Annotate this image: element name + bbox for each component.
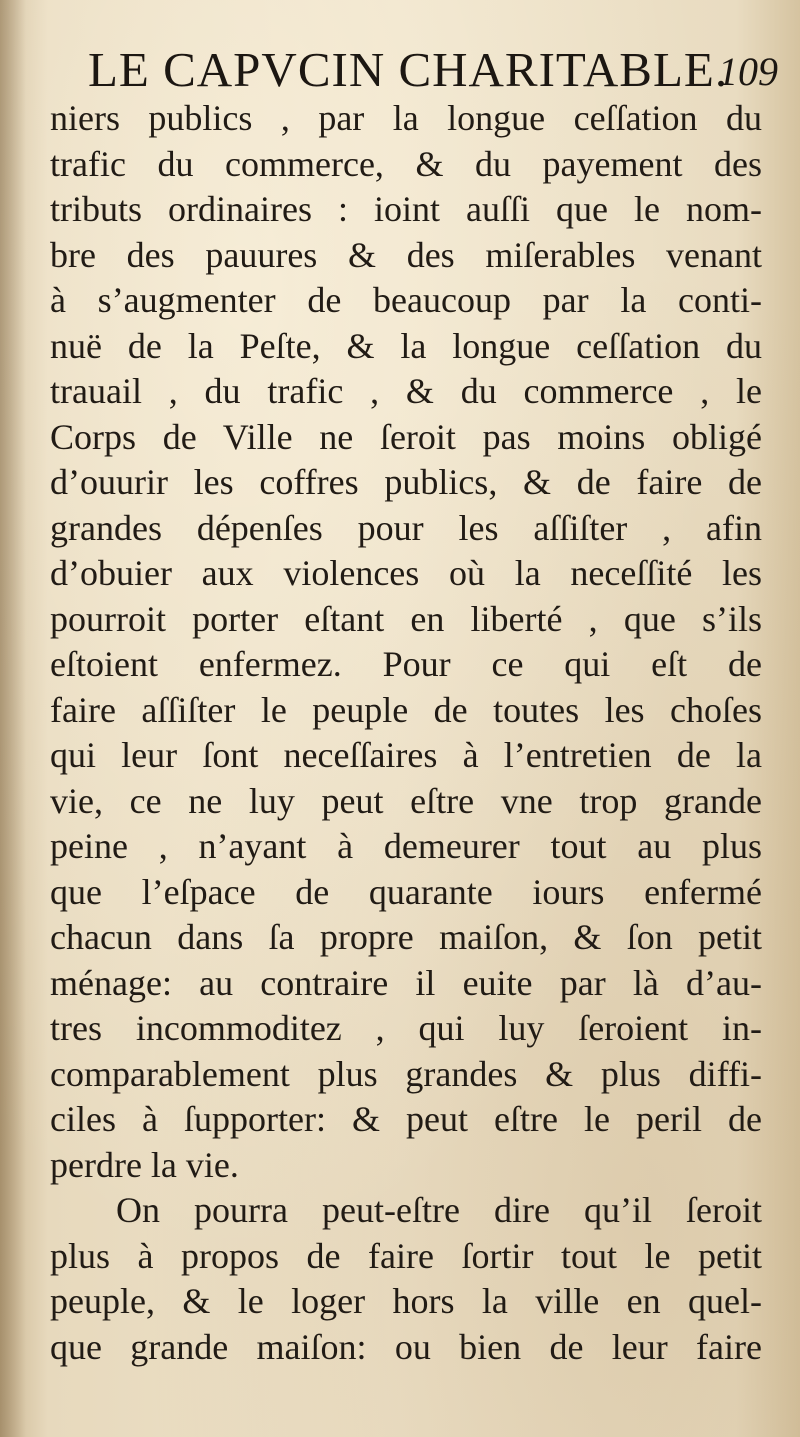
text-line: d’ouurir les coffres publics, & de faire de bbox=[50, 462, 762, 502]
running-title: LE CAPVCIN CHARITABLE. bbox=[88, 42, 729, 97]
text-line-paragraph-end: perdre la vie. bbox=[50, 1144, 239, 1185]
spine-shadow bbox=[0, 0, 26, 1437]
text-line: comparablement plus grandes & plus diffi- bbox=[50, 1053, 762, 1094]
text-line: pourroit porter eſtant en liberté , que s’ils bbox=[50, 598, 762, 639]
text-line: nuë de la Peſte, & la longue ceſſation du bbox=[50, 325, 762, 366]
text-line-paragraph-start: On pourra peut-eſtre dire qu’il ſeroit bbox=[116, 1190, 762, 1230]
text-line: tributs ordinaires : ioint auſſi que le nom- bbox=[50, 189, 762, 229]
text-line: qui leur ſont neceſſaires à l’entretien de la bbox=[50, 735, 762, 775]
page-header bbox=[88, 40, 778, 100]
text-line: faire aſſiſter le peuple de toutes les choſes bbox=[50, 689, 762, 730]
text-line: peuple, & le loger hors la ville en quel- bbox=[50, 1281, 762, 1321]
page-number: 109 bbox=[718, 49, 778, 94]
text-line: Corps de Ville ne ſeroit pas moins obligé bbox=[50, 416, 762, 457]
text-line: bre des pauures & des miſerables venant bbox=[50, 234, 762, 275]
text-line: d’obuier aux violences où la neceſſité les bbox=[50, 553, 762, 593]
text-line: à s’augmenter de beaucoup par la conti- bbox=[50, 280, 762, 320]
text-line: grandes dépenſes pour les aſſiſter , afin bbox=[50, 507, 762, 548]
text-line: vie, ce ne luy peut eſtre vne trop grande bbox=[50, 780, 762, 821]
text-line: ciles à ſupporter: & peut eſtre le peril de bbox=[50, 1099, 762, 1139]
text-line: chacun dans ſa propre maiſon, & ſon petit bbox=[50, 917, 762, 957]
text-line: ménage: au contraire il euite par là d’au- bbox=[50, 962, 762, 1003]
text-line: que l’eſpace de quarante iours enfermé bbox=[50, 871, 762, 912]
text-line: eſtoient enfermez. Pour ce qui eſt de bbox=[50, 644, 762, 684]
text-line: plus à propos de faire ſortir tout le petit bbox=[50, 1235, 762, 1276]
text-line: que grande maiſon: ou bien de leur faire bbox=[50, 1326, 762, 1367]
text-line: trauail , du trafic , & du commerce , le bbox=[50, 371, 762, 411]
text-line: peine , n’ayant à demeurer tout au plus bbox=[50, 826, 762, 866]
body-text bbox=[50, 96, 762, 1370]
text-line: trafic du commerce, & du payement des bbox=[50, 143, 762, 184]
text-line: tres incommoditez , qui luy ſeroient in- bbox=[50, 1008, 762, 1048]
text-line: niers publics , par la longue ceſſation du bbox=[50, 98, 762, 138]
